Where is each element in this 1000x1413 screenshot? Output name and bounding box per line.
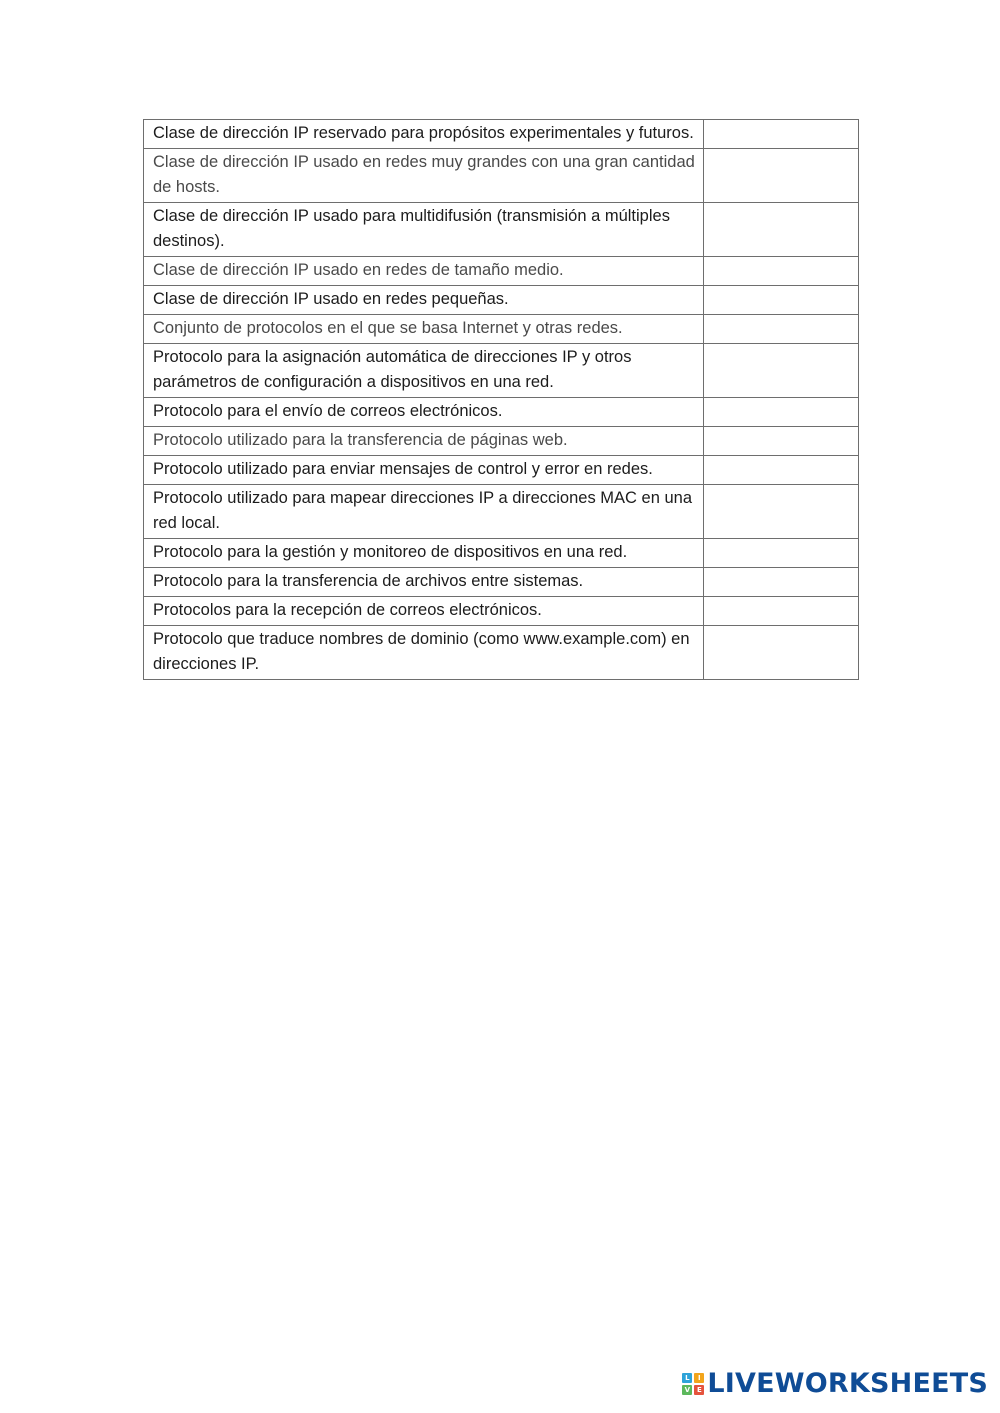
table-row (144, 203, 859, 257)
brand-name: LIVEWORKSHEETS (707, 1368, 988, 1399)
answer-input[interactable] (704, 398, 858, 422)
table-row (144, 427, 859, 456)
worksheet-table-body (144, 120, 859, 680)
logo-tile: I (694, 1373, 704, 1383)
answer-box[interactable] (704, 427, 859, 456)
definition-text: Clase de dirección IP usado para multidifusión (transmisión a múltiples destinos). (144, 203, 704, 257)
answer-box[interactable] (704, 257, 859, 286)
answer-input[interactable] (704, 344, 858, 368)
answer-box[interactable] (704, 149, 859, 203)
answer-input[interactable] (704, 597, 858, 621)
liveworksheets-brand (682, 1368, 988, 1399)
answer-box[interactable] (704, 315, 859, 344)
answer-input[interactable] (704, 149, 858, 173)
table-row (144, 286, 859, 315)
answer-input[interactable] (704, 120, 858, 144)
answer-box[interactable] (704, 398, 859, 427)
logo-tile: E (694, 1385, 704, 1395)
definition-text: Protocolo utilizado para mapear direcciones IP a direcciones MAC en una red local. (144, 485, 704, 539)
table-row (144, 344, 859, 398)
table-row (144, 120, 859, 149)
definition-text: Protocolo para la transferencia de archivos entre sistemas. (144, 568, 704, 597)
answer-box[interactable] (704, 485, 859, 539)
answer-input[interactable] (704, 286, 858, 310)
definition-text: Protocolo utilizado para la transferencia de páginas web. (144, 427, 704, 456)
table-row (144, 626, 859, 680)
worksheet-table (143, 119, 859, 680)
answer-box[interactable] (704, 597, 859, 626)
definition-text: Clase de dirección IP usado en redes muy grandes con una gran cantidad de hosts. (144, 149, 704, 203)
answer-input[interactable] (704, 568, 858, 592)
definition-text: Protocolo utilizado para enviar mensajes de control y error en redes. (144, 456, 704, 485)
answer-input[interactable] (704, 427, 858, 451)
definition-text: Protocolo para el envío de correos electrónicos. (144, 398, 704, 427)
answer-box[interactable] (704, 344, 859, 398)
table-row (144, 398, 859, 427)
table-row (144, 568, 859, 597)
answer-input[interactable] (704, 257, 858, 281)
definition-text: Protocolos para la recepción de correos electrónicos. (144, 597, 704, 626)
table-row (144, 315, 859, 344)
answer-box[interactable] (704, 120, 859, 149)
answer-box[interactable] (704, 456, 859, 485)
logo-tile: V (682, 1385, 692, 1395)
definition-text: Clase de dirección IP reservado para propósitos experimentales y futuros. (144, 120, 704, 149)
table-row (144, 257, 859, 286)
table-row (144, 597, 859, 626)
answer-input[interactable] (704, 626, 858, 650)
definition-text: Conjunto de protocolos en el que se basa Internet y otras redes. (144, 315, 704, 344)
answer-input[interactable] (704, 539, 858, 563)
answer-box[interactable] (704, 286, 859, 315)
answer-box[interactable] (704, 626, 859, 680)
answer-input[interactable] (704, 456, 858, 480)
answer-box[interactable] (704, 568, 859, 597)
table-row (144, 539, 859, 568)
definition-text: Clase de dirección IP usado en redes de tamaño medio. (144, 257, 704, 286)
table-row (144, 456, 859, 485)
definition-text: Protocolo para la asignación automática de direcciones IP y otros parámetros de configuración a dispositivos en una red. (144, 344, 704, 398)
answer-box[interactable] (704, 539, 859, 568)
answer-box[interactable] (704, 203, 859, 257)
answer-input[interactable] (704, 315, 858, 339)
table-row (144, 485, 859, 539)
liveworksheets-logo-icon (682, 1373, 704, 1395)
definition-text: Clase de dirección IP usado en redes pequeñas. (144, 286, 704, 315)
definition-text: Protocolo que traduce nombres de dominio (como www.example.com) en direcciones IP. (144, 626, 704, 680)
table-row (144, 149, 859, 203)
definition-text: Protocolo para la gestión y monitoreo de dispositivos en una red. (144, 539, 704, 568)
logo-tile: L (682, 1373, 692, 1383)
answer-input[interactable] (704, 203, 858, 227)
answer-input[interactable] (704, 485, 858, 509)
